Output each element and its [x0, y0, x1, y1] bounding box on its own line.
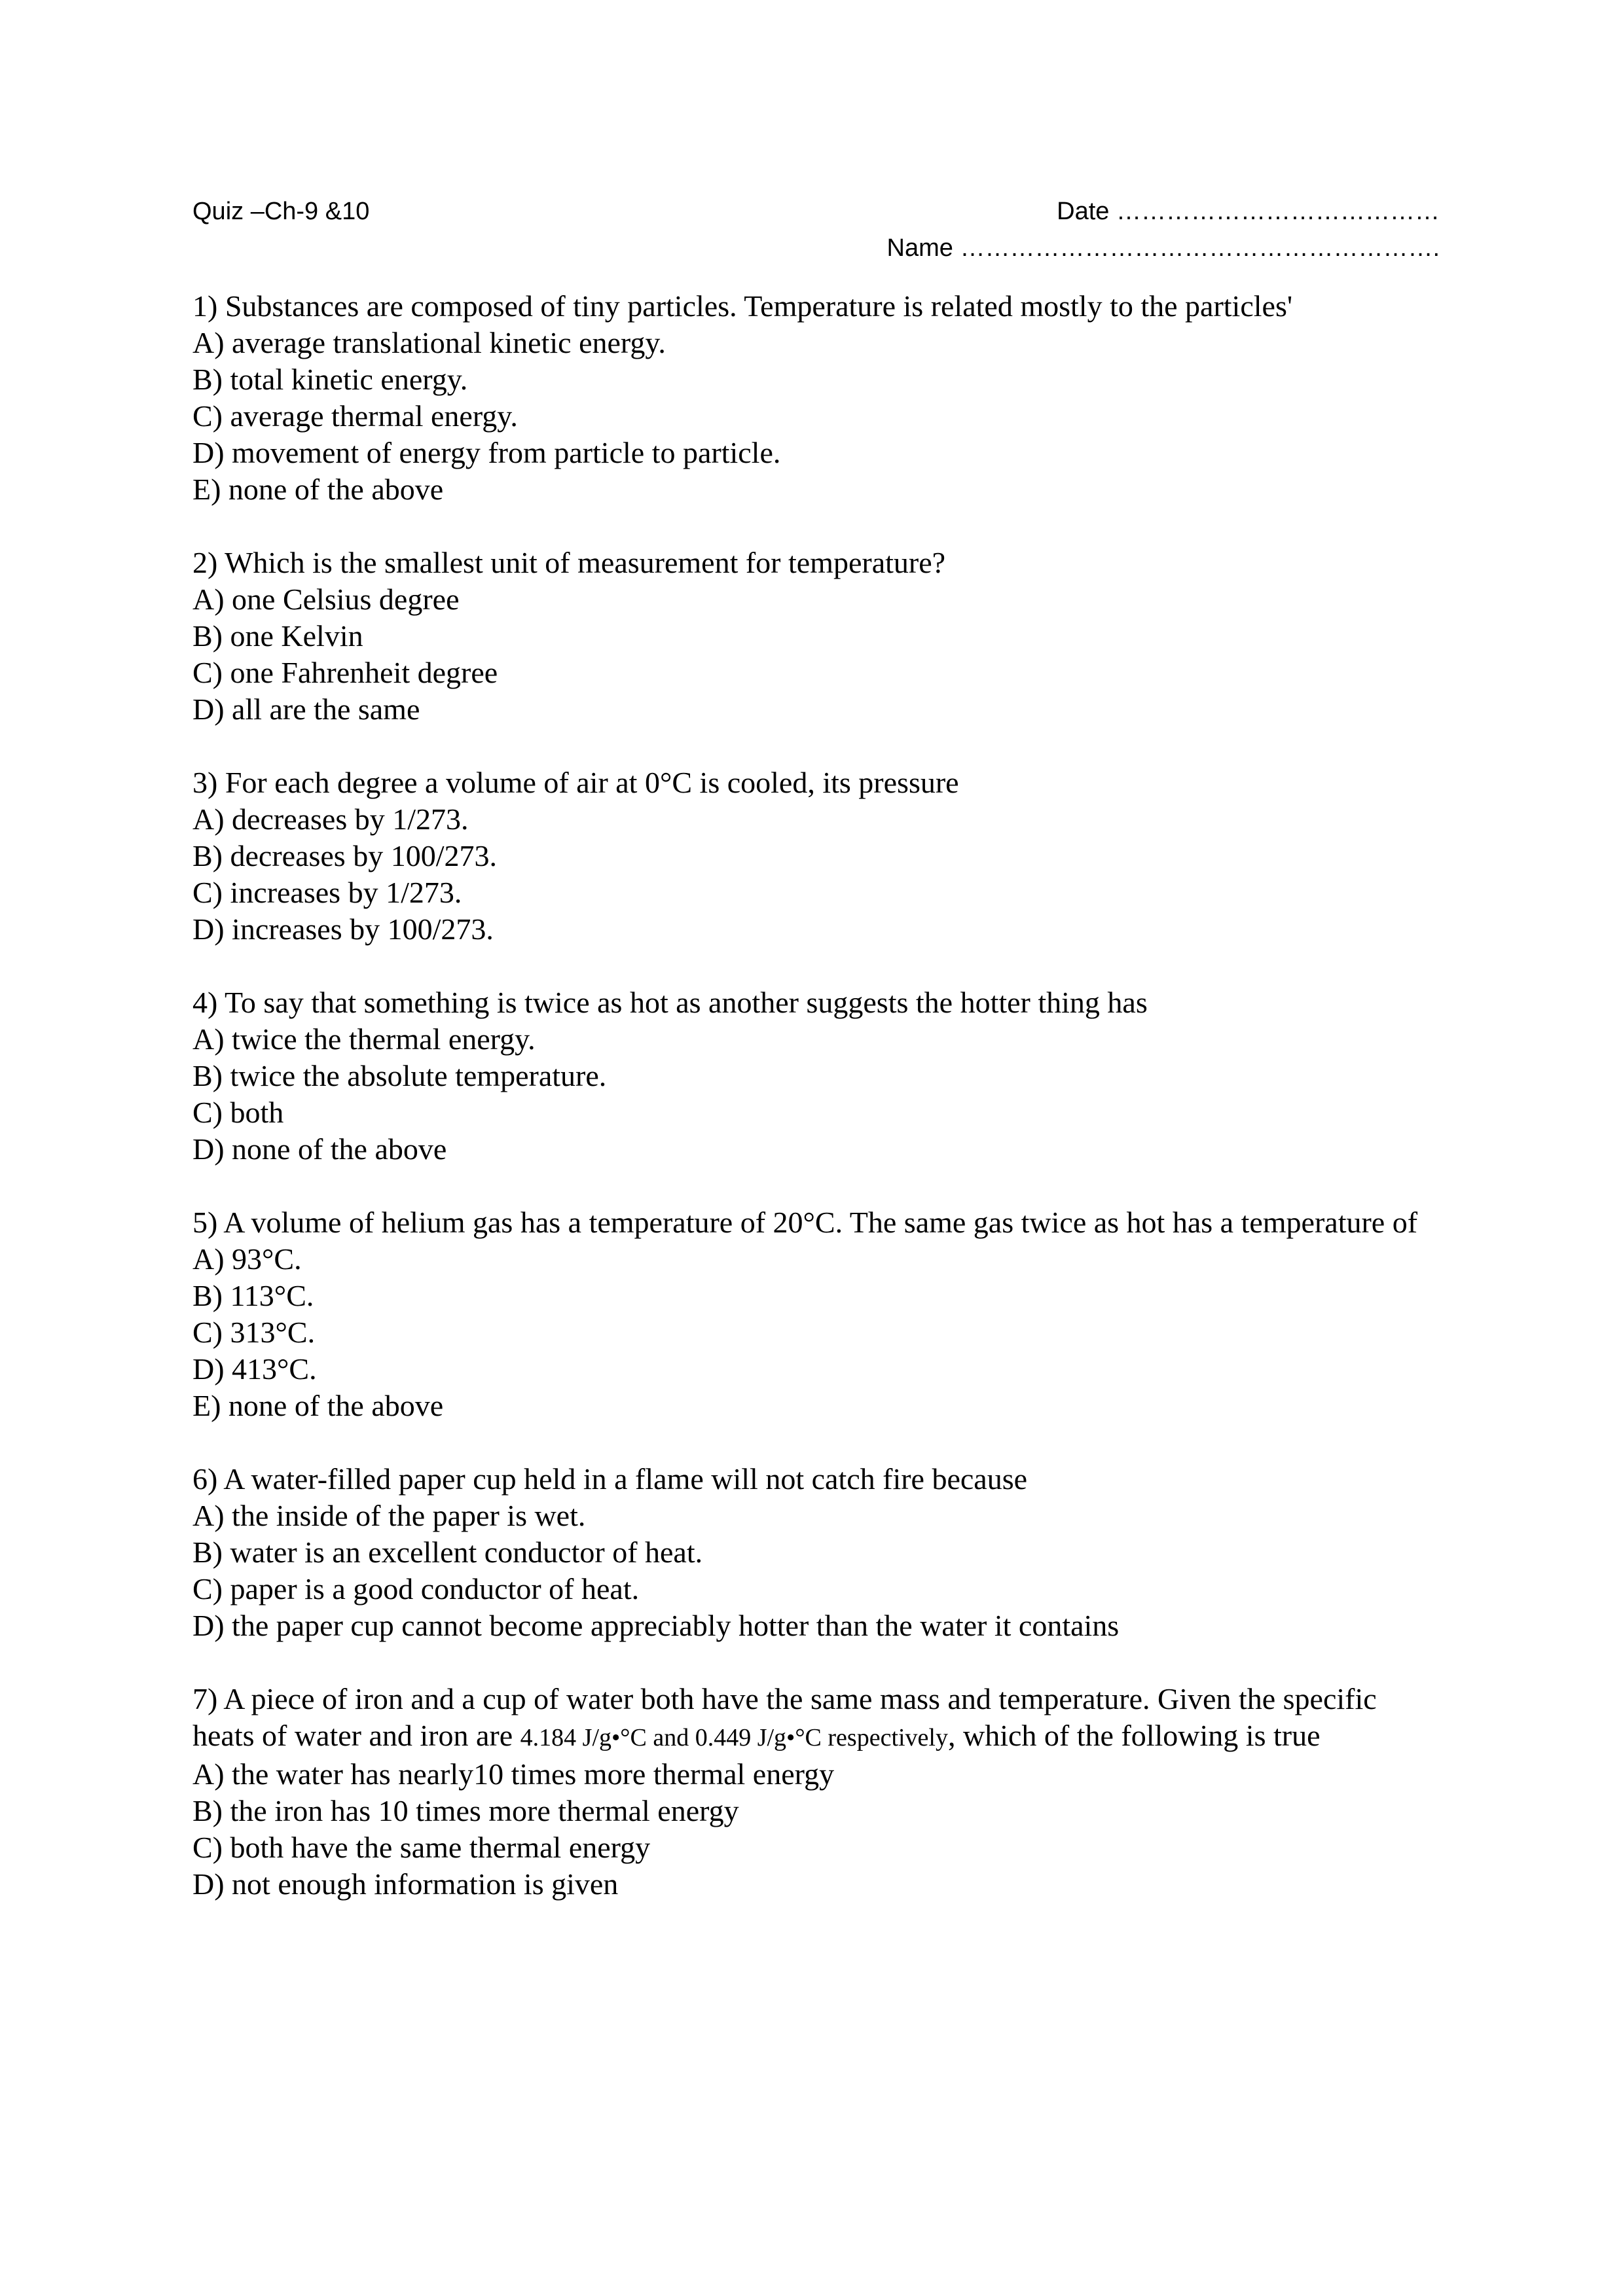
answer-option[interactable]: C) one Fahrenheit degree	[192, 656, 498, 689]
question-text: 3) For each degree a volume of air at 0°C is cooled, its pressure	[192, 766, 959, 799]
question-1	[192, 288, 1436, 508]
answer-option[interactable]: B) decreases by 100/273.	[192, 839, 497, 872]
question-text: 4) To say that something is twice as hot as another suggests the hotter thing has	[192, 986, 1148, 1019]
answer-option[interactable]: D) not enough information is given	[192, 1867, 619, 1901]
question-text: 1) Substances are composed of tiny particles. Temperature is related mostly to the particles'	[192, 289, 1293, 323]
answer-option[interactable]: E) none of the above	[192, 1389, 444, 1422]
answer-option[interactable]: A) the water has nearly10 times more thermal energy	[192, 1757, 835, 1791]
question-text	[192, 1681, 1436, 1756]
answer-option[interactable]: B) total kinetic energy.	[192, 363, 468, 396]
question-4	[192, 984, 1436, 1168]
answer-option[interactable]: D) the paper cup cannot become appreciably hotter than the water it contains	[192, 1609, 1120, 1642]
answer-option[interactable]: B) water is an excellent conductor of heat.	[192, 1535, 703, 1569]
quiz-title: Quiz –Ch-9 &10	[192, 198, 370, 225]
answer-option[interactable]: C) paper is a good conductor of heat.	[192, 1572, 640, 1605]
question-text: 5) A volume of helium gas has a temperature of 20°C. The same gas twice as hot has a temperature of	[192, 1206, 1418, 1239]
answer-option[interactable]: C) both have the same thermal energy	[192, 1831, 651, 1864]
answer-option[interactable]: B) one Kelvin	[192, 619, 363, 653]
name-field[interactable]: Name ………………………………………………….	[886, 234, 1440, 262]
question-text: 2) Which is the smallest unit of measurement for temperature?	[192, 546, 946, 579]
question-list	[192, 288, 1436, 1939]
answer-option[interactable]: A) twice the thermal energy.	[192, 1022, 536, 1056]
answer-option[interactable]: C) average thermal energy.	[192, 399, 518, 433]
specific-heat-values: 4.184 J/g•°C and 0.449 J/g•°C respectively	[520, 1724, 948, 1751]
question-text-part: , which of the following is true	[948, 1719, 1321, 1752]
question-5	[192, 1204, 1436, 1424]
answer-option[interactable]: B) 113°C.	[192, 1279, 314, 1312]
answer-option[interactable]: E) none of the above	[192, 473, 444, 506]
question-6	[192, 1461, 1436, 1644]
date-field[interactable]: Date …………………………………	[1057, 198, 1440, 225]
answer-option[interactable]: D) 413°C.	[192, 1352, 317, 1386]
answer-option[interactable]: B) the iron has 10 times more thermal energy	[192, 1794, 739, 1827]
answer-option[interactable]: A) decreases by 1/273.	[192, 802, 469, 836]
answer-option[interactable]: D) increases by 100/273.	[192, 912, 494, 946]
answer-option[interactable]: C) increases by 1/273.	[192, 876, 462, 909]
answer-option[interactable]: D) none of the above	[192, 1132, 447, 1166]
answer-option[interactable]: C) both	[192, 1096, 284, 1129]
answer-option[interactable]: D) movement of energy from particle to particle.	[192, 436, 781, 469]
header-fields	[887, 194, 1440, 267]
answer-option[interactable]: A) average translational kinetic energy.	[192, 326, 666, 359]
answer-option[interactable]: B) twice the absolute temperature.	[192, 1059, 607, 1092]
question-3	[192, 764, 1436, 948]
answer-option[interactable]: A) one Celsius degree	[192, 583, 460, 616]
answer-option[interactable]: C) 313°C.	[192, 1316, 316, 1349]
question-text-part: 7) A piece of iron and a cup of water both have the same mass and temperature. Given the specific heats of water and iron are	[192, 1682, 1377, 1752]
question-7	[192, 1681, 1436, 1903]
answer-option[interactable]: A) 93°C.	[192, 1242, 302, 1276]
answer-option[interactable]: D) all are the same	[192, 692, 420, 726]
question-2	[192, 545, 1436, 728]
question-text: 6) A water-filled paper cup held in a flame will not catch fire because	[192, 1462, 1028, 1496]
answer-option[interactable]: A) the inside of the paper is wet.	[192, 1499, 586, 1532]
